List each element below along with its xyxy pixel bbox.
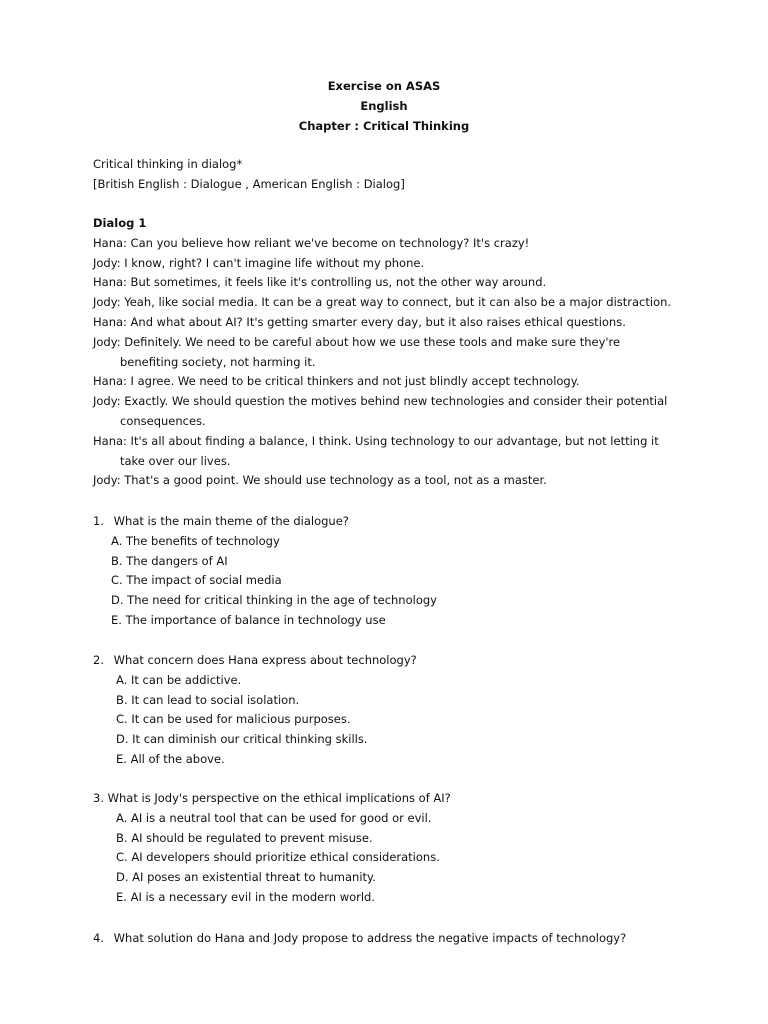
dialog-line: Hana: Can you believe how reliant we've become on technology? It's crazy! <box>93 235 530 250</box>
answer-option: B. The dangers of AI <box>111 553 228 568</box>
question-4 <box>93 929 693 949</box>
dialog-line: Hana: But sometimes, it feels like it's controlling us, not the other way around. <box>93 275 547 290</box>
intro-section <box>93 155 693 195</box>
question-number: 3. <box>93 791 104 805</box>
question-3 <box>93 789 693 908</box>
answer-option: C. The impact of social media <box>111 573 282 588</box>
question-number: 1. <box>93 514 104 528</box>
answer-option: D. The need for critical thinking in the age of technology <box>111 593 437 608</box>
subject-title: English <box>360 99 408 113</box>
question-number: 2. <box>93 653 104 667</box>
dialog-line: Hana: I agree. We need to be critical thinkers and not just blindly accept technology. <box>93 374 580 389</box>
question-stem <box>93 512 693 532</box>
answer-option: B. AI should be regulated to prevent misuse. <box>116 830 373 845</box>
answer-option: C. AI developers should prioritize ethical considerations. <box>116 850 440 865</box>
intro-line: Critical thinking in dialog* <box>93 157 243 171</box>
question-1 <box>93 512 693 631</box>
chapter-title: Chapter : Critical Thinking <box>298 119 470 133</box>
question-text: What is the main theme of the dialogue? <box>113 514 349 528</box>
question-2 <box>93 651 693 770</box>
dialog-line: Jody: Yeah, like social media. It can be a great way to connect, but it can also be a major distraction. <box>93 295 672 310</box>
question-stem <box>93 651 693 671</box>
dialog-line-continuation: benefiting society, not harming it. <box>120 354 316 369</box>
answer-option: C. It can be used for malicious purposes. <box>116 712 351 727</box>
answer-option: E. AI is a necessary evil in the modern world. <box>116 889 376 904</box>
dialog-heading: Dialog 1 <box>93 216 147 230</box>
question-text: What concern does Hana express about technology? <box>113 653 417 667</box>
answer-option: D. It can diminish our critical thinking skills. <box>116 732 368 747</box>
question-stem <box>93 789 693 809</box>
question-stem <box>93 929 693 949</box>
dialog-line: Hana: And what about AI? It's getting smarter every day, but it also raises ethical questions. <box>93 314 626 329</box>
answer-option: A. The benefits of technology <box>111 533 280 548</box>
dialog-line: Jody: I know, right? I can't imagine life without my phone. <box>93 255 425 270</box>
answer-option: B. It can lead to social isolation. <box>116 692 300 707</box>
dialog-line: Hana: It's all about finding a balance, I think. Using technology to our advantage, but not letting it <box>93 433 659 448</box>
intro-note: [British English : Dialogue , American English : Dialog] <box>93 176 405 191</box>
answer-option: E. The importance of balance in technology use <box>111 612 386 627</box>
answer-option: D. AI poses an existential threat to humanity. <box>116 870 376 885</box>
dialog-line-continuation: take over our lives. <box>120 453 231 468</box>
question-text: What is Jody's perspective on the ethical implications of AI? <box>107 791 451 805</box>
answer-option: A. It can be addictive. <box>116 672 242 687</box>
answer-option: E. All of the above. <box>116 751 225 766</box>
answer-option: A. AI is a neutral tool that can be used for good or evil. <box>116 810 432 825</box>
dialog-line: Jody: Exactly. We should question the motives behind new technologies and consider their potential <box>93 394 668 409</box>
dialog-line: Jody: That's a good point. We should use technology as a tool, not as a master. <box>93 473 547 488</box>
dialog-section <box>93 214 693 491</box>
dialog-line-continuation: consequences. <box>120 413 206 428</box>
question-number: 4. <box>93 931 104 945</box>
question-text: What solution do Hana and Jody propose to address the negative impacts of technology? <box>113 931 627 945</box>
document-title: Exercise on ASAS <box>327 79 441 93</box>
dialog-line: Jody: Definitely. We need to be careful about how we use these tools and make sure they're <box>93 334 621 349</box>
